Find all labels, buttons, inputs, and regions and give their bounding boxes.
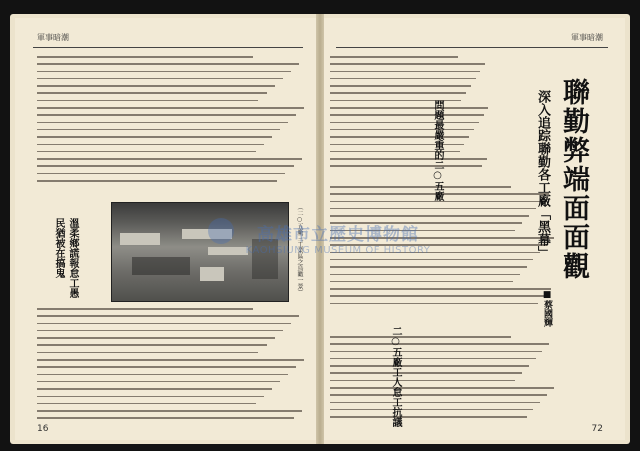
text-line xyxy=(330,259,533,261)
text-line xyxy=(37,85,275,87)
text-line xyxy=(330,416,527,418)
text-line xyxy=(330,336,511,338)
text-line xyxy=(37,144,264,146)
text-line xyxy=(330,63,485,65)
text-line xyxy=(37,122,288,124)
right-bottom-text-block xyxy=(330,336,556,426)
text-line xyxy=(330,372,522,374)
text-line xyxy=(37,388,272,390)
headline: 聯勤弊端面面觀 xyxy=(558,78,589,281)
text-line xyxy=(330,358,536,360)
text-line xyxy=(37,63,299,65)
left-top-text-block xyxy=(37,56,307,194)
text-line xyxy=(37,78,283,80)
text-line xyxy=(330,144,464,146)
text-line xyxy=(330,215,529,217)
header-rule-right xyxy=(336,47,608,48)
text-line xyxy=(37,136,272,138)
text-line xyxy=(330,78,476,80)
subhead-workers-protest: 二○五廠工人怠工抗議 xyxy=(390,326,401,427)
text-line xyxy=(330,186,511,188)
byline: ■蔡國輝 xyxy=(542,290,552,327)
text-line xyxy=(330,165,482,167)
text-line xyxy=(37,359,304,361)
text-line xyxy=(37,366,296,368)
text-line xyxy=(37,403,256,405)
text-line xyxy=(330,114,484,116)
text-line xyxy=(330,365,529,367)
running-head-left: 軍事暗潮 xyxy=(37,33,69,42)
text-line xyxy=(37,165,294,167)
text-line xyxy=(37,151,256,153)
text-line xyxy=(37,180,277,182)
text-line xyxy=(37,56,253,58)
museum-logo-icon xyxy=(208,218,234,244)
text-line xyxy=(330,107,488,109)
text-line xyxy=(37,417,294,419)
text-line xyxy=(37,71,291,73)
text-line xyxy=(330,56,458,58)
text-line xyxy=(330,129,474,131)
text-line xyxy=(330,402,540,404)
magazine-spread xyxy=(10,14,630,444)
text-line xyxy=(330,85,471,87)
text-line xyxy=(37,330,283,332)
text-line xyxy=(330,158,487,160)
right-top-text-block xyxy=(330,56,490,176)
text-line xyxy=(37,100,258,102)
text-line xyxy=(37,374,288,376)
running-head-right: 軍事暗潮 xyxy=(571,33,603,42)
watermark-subtitle: KAOHSIUNG MUSEUM OF HISTORY xyxy=(245,245,431,256)
text-line xyxy=(330,343,549,345)
deck: 深入追踪聯勤各工廠「黑幕」 xyxy=(535,90,550,259)
text-line xyxy=(37,352,258,354)
text-line xyxy=(330,266,527,268)
text-line xyxy=(330,136,469,138)
photo-caption: （二○五廠三工業區之鳥瞰一景） xyxy=(296,204,303,295)
text-line xyxy=(330,351,542,353)
text-line xyxy=(330,394,547,396)
text-line xyxy=(330,281,513,283)
page-number-right: 72 xyxy=(591,424,603,434)
text-line xyxy=(37,173,285,175)
header-rule-left xyxy=(33,47,303,48)
text-line xyxy=(330,122,479,124)
text-line xyxy=(37,381,280,383)
text-line xyxy=(37,92,267,94)
text-line xyxy=(37,158,302,160)
text-line xyxy=(37,337,275,339)
watermark-title: 高雄市立歷史博物館 xyxy=(257,225,419,245)
text-line xyxy=(37,410,302,412)
left-subhead-line-2: 民猶被在搞鬼 xyxy=(53,218,64,278)
left-subhead-line-1: 溫柔鄉謊報怠工愚 xyxy=(67,218,78,298)
left-bottom-text-block xyxy=(37,308,307,426)
text-line xyxy=(37,396,264,398)
text-line xyxy=(330,409,533,411)
text-line xyxy=(330,387,554,389)
text-line xyxy=(37,344,267,346)
text-line xyxy=(330,295,545,297)
text-line xyxy=(330,380,515,382)
page-number-left: 16 xyxy=(37,424,49,434)
text-line xyxy=(330,71,480,73)
text-line xyxy=(330,92,466,94)
text-line xyxy=(37,114,296,116)
text-line xyxy=(330,288,551,290)
museum-watermark xyxy=(218,220,458,256)
text-line xyxy=(330,303,538,305)
text-line xyxy=(37,107,304,109)
text-line xyxy=(37,129,280,131)
subhead-problem-plant: 問題最嚴重的二○五廠 xyxy=(432,100,443,201)
text-line xyxy=(330,274,520,276)
